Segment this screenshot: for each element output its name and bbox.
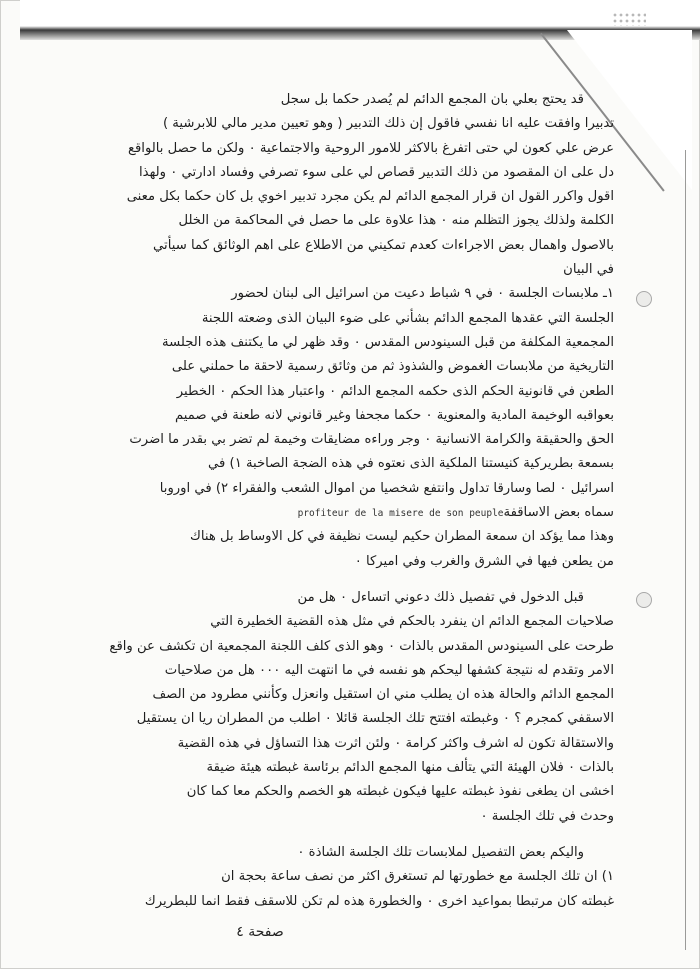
text-line: بالاصول واهمال بعض الاجراءات كعدم تمكيني من الاطلاع على اهم الوثائق كما سيأتي bbox=[153, 237, 614, 253]
document-body bbox=[100, 88, 614, 914]
binder-hole-bottom bbox=[636, 592, 652, 608]
text-line: قد يحتج بعلي بان المجمع الدائم لم يُصدر حكما بل سجل bbox=[280, 92, 584, 107]
text-line: صلاحيات المجمع الدائم ان ينفرد بالحكم في مثل هذه القضية الخطيرة التي bbox=[210, 614, 614, 630]
text-line: المجمعية المكلفة من قبل السينودس المقدس ٠ وقد ظهر لي ما يكتنف هذه الجلسة bbox=[162, 334, 614, 350]
text-line: طرحت على السينودس المقدس بالذات ٠ وهو الذى كلف اللجنة المجمعية ان تكشف عن واقع bbox=[109, 638, 614, 654]
text-line-with-quote bbox=[100, 501, 614, 525]
text-line: الحق والحقيقة والكرامة الانسانية ٠ وجر وراءه مضايقات وخيمة لم تضر بي بقدر ما اضرت bbox=[129, 432, 614, 448]
text-line: الامر وتقدم له نتيجة كشفها ليحكم هو نفسه في ما انتهت اليه ٠٠٠ هل من صلاحيات bbox=[164, 662, 614, 678]
text-line: والاستقالة تكون له اشرف واكثر كرامة ٠ ولئن اثرت هذا التساؤل في هذه القضية bbox=[177, 735, 614, 751]
text-line: بسمعة بطريركية كنيستنا الملكية الذى نعتوه في هذه الضجة الصاخبة ١) في bbox=[208, 456, 614, 472]
text-line: التاريخية من ملابسات الغموض والشذوذ ثم من وثائق رسمية لاحقة ما حملني على bbox=[171, 359, 614, 375]
text-line: واليكم بعض التفصيل لملابسات تلك الجلسة الشاذة ٠ bbox=[297, 844, 584, 860]
punch-dots bbox=[612, 12, 646, 26]
text-line: ١) ان تلك الجلسة مع خطورتها لم تستغرق اكثر من نصف ساعة بحجة ان bbox=[221, 869, 614, 885]
text-line: وهذا مما يؤكد ان سمعة المطران حكيم ليست نظيفة في كل الاوساط بل هناك bbox=[190, 529, 614, 545]
page-number: صفحة ٤ bbox=[236, 924, 284, 940]
section-heading-line: ١ـ ملابسات الجلسة ٠ في ٩ شباط دعيت من اسرائيل الى لبنان لحضور bbox=[231, 286, 614, 302]
text-line: في البيان bbox=[563, 262, 614, 278]
paragraph-gap bbox=[100, 829, 614, 841]
text-segment: سماه بعض الاساقفة bbox=[503, 505, 614, 521]
text-line: اخشى ان يطغى نفوذ غبطته عليها فيكون غبطته هو الخصم والحكم معا كما كان bbox=[186, 784, 614, 800]
text-line: الكلمة ولذلك يجوز التظلم منه ٠ هذا علاوة على ما حصل في المحاكمة من الخلل bbox=[178, 213, 614, 229]
text-line: اسرائيل ٠ لصا وسارقا تداول وانتفع شخصيا من اموال الشعب والفقراء ٢) في اوروبا bbox=[159, 480, 614, 496]
text-line: تدبيرا وافقت عليه انا نفسي فاقول إن ذلك التدبير ( وهو تعيين مدير مالي للابرشية ) bbox=[162, 116, 614, 132]
text-line: المجمع الدائم والحالة هذه ان يطلب مني ان استقيل وانعزل وكأنني مطرود من الصف bbox=[152, 687, 614, 703]
paper-edge bbox=[685, 150, 686, 950]
text-line: دل على ان المقصود من ذلك التدبير قصاص لي على سوء تصرفي وفساد ادارتي ٠ ولهذا bbox=[138, 164, 614, 180]
text-line: قبل الدخول في تفصيل ذلك دعوني اتساءل ٠ هل من bbox=[297, 589, 584, 605]
text-line: غبطته كان مرتبطا بمواعيد اخرى ٠ والخطورة هذه لم تكن للاسقف فقط انما للبطريرك bbox=[144, 893, 614, 909]
binder-hole-top bbox=[636, 291, 652, 307]
text-line: اقول واكرر القول ان قرار المجمع الدائم لم يكن مجرد تدبير اخوي بل كان حكما بكل معنى bbox=[126, 189, 614, 205]
text-line: بعواقبه الوخيمة المادية والمعنوية ٠ حكما مجحفا وغير قانوني لانه طعنة في صميم bbox=[175, 407, 614, 423]
text-line: الاسقفي كمجرم ؟ ٠ وغبطته افتتح تلك الجلسة قائلا ٠ اطلب من المطران ريا ان يستقيل bbox=[136, 711, 614, 727]
text-line: من يطعن فيها في الشرق والغرب وفي اميركا ٠ bbox=[354, 553, 614, 569]
text-line: عرض علي كعون لي حتى اتفرغ بالاكثر للامور الروحية والاجتماعية ٠ ولكن ما حصل بالواقع bbox=[127, 140, 614, 156]
text-line: الطعن في قانونية الحكم الذى حكمه المجمع الدائم ٠ واعتبار هذا الحكم ٠ الخطير bbox=[176, 383, 614, 399]
french-quote: profiteur de la misere de son peuple bbox=[297, 508, 504, 520]
text-line: بالذات ٠ فلان الهيئة التي يتألف منها المجمع الدائم برئاسة غبطته هيئة ضيقة bbox=[206, 760, 614, 776]
paragraph-gap bbox=[100, 574, 614, 586]
text-line: الجلسة التي عقدها المجمع الدائم بشأني على ضوء البيان الذى وضعته اللجنة bbox=[201, 310, 614, 326]
text-line: وحدث في تلك الجلسة ٠ bbox=[480, 808, 614, 824]
